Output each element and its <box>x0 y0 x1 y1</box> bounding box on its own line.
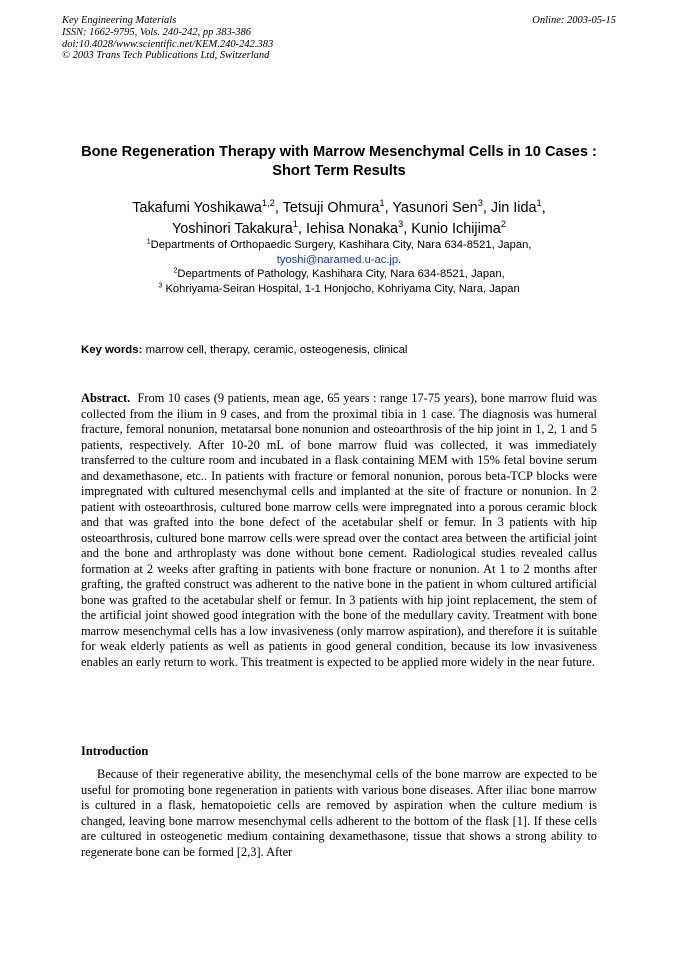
abstract-label: Abstract. <box>81 391 131 405</box>
affiliation-2: $^2$Departments of Pathology, Kashihara City, Nara 634-8521, Japan, <box>173 265 505 280</box>
author: Yasunori Sen$^3$, <box>392 198 491 216</box>
keywords <box>81 344 618 356</box>
author: Kunio Ichijima$^2$ <box>411 219 507 237</box>
paper-title: Bone Regeneration Therapy with Marrow Mesenchymal Cells in 10 Cases : Short Term Results <box>81 144 597 179</box>
affiliation-3: $^3$ Kohriyama-Seiran Hospital, 1-1 Honjocho, Kohriyama City, Nara, Japan <box>158 279 520 295</box>
affiliations <box>60 238 618 296</box>
author: Takafumi Yoshikawa$^{1,2}$, <box>132 198 283 216</box>
page-header <box>62 15 616 62</box>
email-line: tyoshi@naramed.u-ac.jp. <box>276 253 402 266</box>
author: Yoshinori Takakura$^1$, <box>171 219 306 237</box>
author-list <box>60 198 618 240</box>
email-link[interactable]: tyoshi@naramed.u-ac.jp <box>276 253 399 266</box>
introduction-text: Because of their regenerative ability, the mesenchymal cells of the bone marrow are expected to be useful for promoting bone regeneration in patients with various bone diseases. After iliac bone marrow is cultured in a flask, hematopoietic cells are removed by aspiration when the culture medium is changed, leaving bone marrow mesenchymal cells adherent to the bottom of the flask [1]. If these cells are cultured in osteogenetic medium containing dexamethasone, tissue that shows a strong ability to regenerate bone can be formed [2,3]. After <box>81 767 597 859</box>
author: Jin Iida$^1$, <box>490 198 546 216</box>
abstract-text: From 10 cases (9 patients, mean age, 65 years : range 17-75 years), bone marrow fluid was collected from the ilium in 9 cases, and from the proximal tibia in 1 case. The diagnosis was humeral fracture, femoral nonunion, metatarsal bone nonunion and osteoarthrosis of the hip joint in 1, 2, 1 and 5 patients, respectively. After 10-20 mL of bone marrow fluid was collected, it was immediately transferred to the culture room and incubated in a flask containing MEM with 15% fetal bovine serum and dexamethasone, etc.. In patients with fracture or femoral nonunion, porous beta-TCP blocks were impregnated with cultured mesenchymal cells and implanted at the site of fracture or nonunion. In 2 patient with osteoarthrosis, cultured bone marrow cells were impregnated into a porous ceramic block and that was grafted into the bone defect of the acetabular shelf or femur. In 3 patients with hip osteoarthrosis, cultured bone marrow cells were spread over the contact area between the artificial joint and the bone and arthroplasty was done without bone cement. Radiological studies revealed callus formation at 2 weeks after grafting in patients with bone fracture or nonunion. At 1 to 2 months after grafting, the grafted construct was adherent to the native bone in the patient in whom cultured artificial bone was grafted to the acetabular shelf or femur. In 3 patients with hip joint replacement, the stem of the artificial joint showed good integration with the bone of the medullary cavity. Treatment with bone marrow mesenchymal cells has a low invasiveness (only marrow aspiration), and therefore it is suitable for weak elderly patients as well as patients in good general condition, because its low invasiveness enables an early return to work. This treatment is expected to be applied more widely in the near future. <box>81 391 597 669</box>
doi-line: doi:10.4028/www.scientific.net/KEM.240-242.383 <box>62 38 274 50</box>
author: Tetsuji Ohmura$^1$, <box>282 198 393 216</box>
copyright-line: © 2003 Trans Tech Publications Ltd, Switzerland <box>62 50 270 62</box>
online-date: Online: 2003-05-15 <box>532 15 616 26</box>
issn-line: ISSN: 1662-9795, Vols. 240-242, pp 383-386 <box>62 26 251 38</box>
journal-name: Key Engineering Materials <box>62 15 177 26</box>
affiliation-1: $^1$Departments of Orthopaedic Surgery, Kashihara City, Nara 634-8521, Japan, <box>146 236 532 251</box>
keywords-label: Key words: <box>81 344 143 356</box>
abstract <box>81 391 597 670</box>
introduction-heading: Introduction <box>81 744 149 758</box>
author: Iehisa Nonaka$^3$, <box>306 219 412 237</box>
keywords-text: marrow cell, therapy, ceramic, osteogenesis, clinical <box>142 344 408 356</box>
